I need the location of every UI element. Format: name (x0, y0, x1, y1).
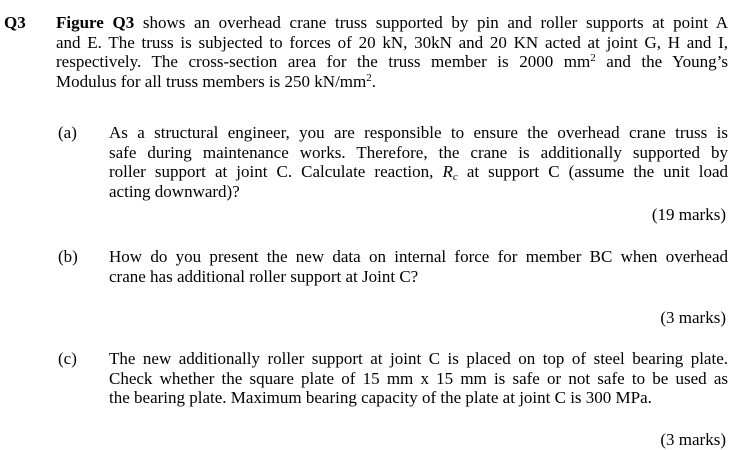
part-a-line-2: safe during maintenance works. Therefore, the crane is additionally supported by (109, 142, 728, 162)
part-b-marks: (3 marks) (660, 308, 726, 327)
area-unit-exponent: 2 (590, 52, 596, 64)
part-c-line-3: the bearing plate. Maximum bearing capacity of the plate at joint C is 300 MPa. (109, 388, 652, 407)
part-b-line-2: crane has additional roller support at Joint C? (109, 266, 419, 286)
modulus-unit-exponent: 2 (366, 71, 372, 84)
part-b-text (109, 247, 728, 286)
part-a-line-4: acting downward)? (109, 181, 240, 201)
question-number: Q3 (4, 13, 26, 32)
intro-line-1: Figure Q3 shows an overhead crane truss supported by pin and roller supports at point A (56, 13, 729, 32)
intro-line-3: respectively. The cross-section area for the truss member is 2000 $mm^2$ and the Young’s (56, 52, 728, 71)
part-a-line-1: As a structural engineer, you are responsible to ensure the overhead crane truss is (109, 123, 728, 142)
part-a-marks: (19 marks) (651, 205, 726, 224)
part-b-line-1: How do you present the new data on internal force for member BC when overhead (109, 247, 728, 266)
part-a-text (109, 123, 728, 201)
part-c-line-2: Check whether the square plate of 15 mm x 15 mm is safe or not safe to be used as (109, 368, 728, 388)
part-c-label: (c) (58, 349, 77, 368)
question-intro (56, 13, 728, 91)
part-c-line-1: The new additionally roller support at joint C is placed on top of steel bearing plate. (109, 349, 728, 368)
part-c-text (109, 349, 728, 408)
intro-line-2: and E. The truss is subjected to forces of 20 kN, 30kN and 20 KN acted at joint G, H and I, (56, 32, 728, 52)
part-c-marks: (3 marks) (660, 430, 726, 449)
figure-reference: Figure Q3 (56, 13, 135, 32)
reaction-subscript: c (452, 171, 458, 183)
reaction-symbol: R (442, 162, 453, 181)
part-a-line-3: roller support at joint C. Calculate reaction, $R_c$ at support C (assume the unit load (109, 162, 728, 183)
intro-line-4: Modulus for all truss members is 250 $kN/mm^2$. (56, 71, 376, 91)
part-b-label: (b) (58, 247, 78, 266)
part-a-label: (a) (58, 123, 77, 142)
